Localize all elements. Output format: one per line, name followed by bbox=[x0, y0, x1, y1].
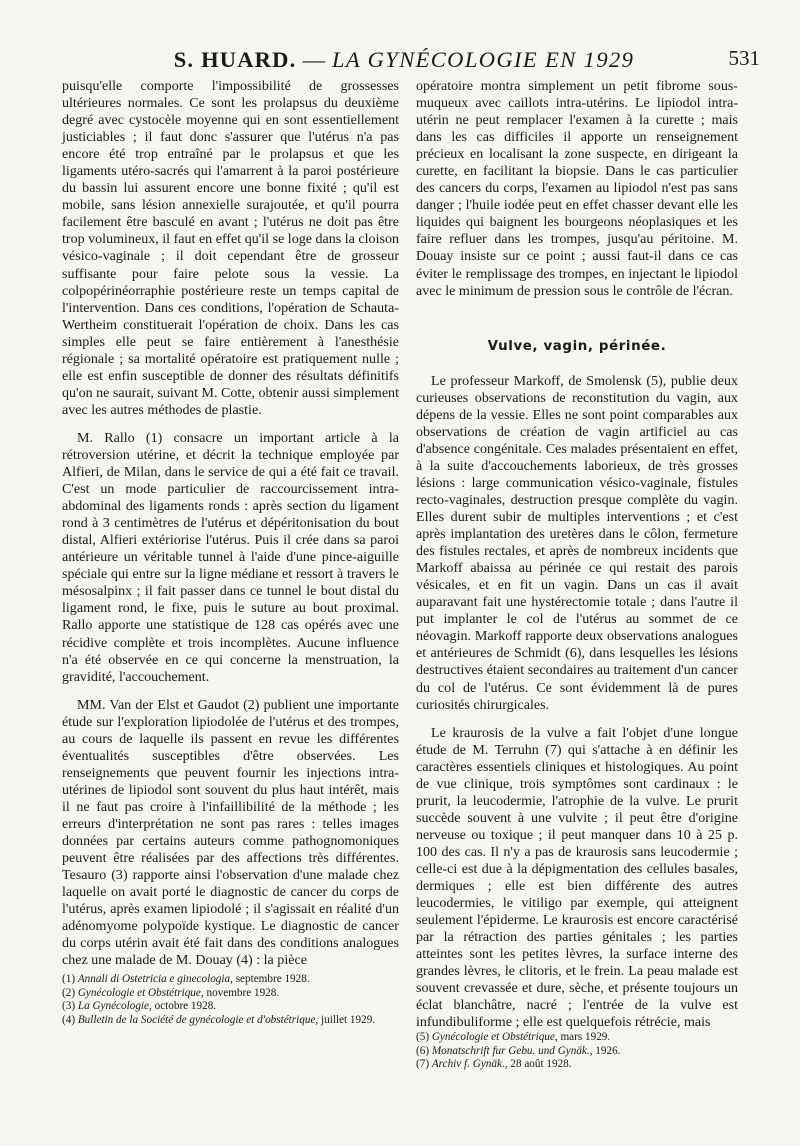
footnote: (7) Archiv f. Gynäk., 28 août 1928. bbox=[416, 1058, 572, 1071]
footnote: (4) Bulletin de la Société de gynécologie et d'obstétrique, juillet 1929. bbox=[62, 1013, 376, 1026]
page-number: 531 bbox=[728, 46, 760, 70]
header-title bbox=[174, 47, 635, 73]
left-footnotes bbox=[62, 973, 399, 1027]
left-column bbox=[62, 78, 399, 1027]
footnote: (2) Gynécologie et Obstétrique, novembre 1928. bbox=[62, 986, 280, 999]
right-paragraph-1: opératoire montra simplement un petit fibrome sous-muqueux avec caillots intra-utérins. Le lipiodol intra-utérin ne peut remplacer l'examen à la curette ; mais dans les cas difficiles il apporte un renseignement précieux en localisant la zone suspecte, en dirigeant la curette, en facilitant la biopsie. Dans le cas particulier des cancers du corps, l'examen au lipiodol n'est pas sans danger ; l'huile iodée peut en effet chasser devant elle les liquides qui baignent les bourgeons néoplasiques et les faire refluer dans les trompes, jusqu'au péritoine. M. Douay insiste sur ce point ; aussi faut-il dans ce cas éviter le remplissage des trompes, en injectant le lipiodol avec le minimum de pression sous le contrôle de l'écran. bbox=[416, 78, 738, 299]
running-header bbox=[48, 44, 760, 76]
right-footnotes bbox=[416, 1031, 738, 1072]
footnote: (1) Annali di Ostetricia e ginecologia, septembre 1928. bbox=[62, 973, 310, 986]
right-paragraph-2: Le professeur Markoff, de Smolensk (5), publie deux curieuses observations de reconstitution du vagin, aux dépens de la vessie. Elles ne sont point comparables aux observations de création de vagin artificiel au cas d'absence congénitale. Ces malades présentaient en effet, à la suite d'accouchements laborieux, de très grosses lésions : large communication vésico-vaginale, fistules recto-vaginales, destruction presque complète du vagin. Elles durent subir de multiples interventions ; et c'est après implantation des uretères dans le côlon, fermeture des fistules rectales, et après de nombreux incidents que Markoff abaissa au périnée ce qui restait des parois vésicales, et en fit un vagin. Dans un cas il avait auparavant fait une hystérectomie totale ; dans l'autre il put implanter le col de l'utérus au sommet de ce néovagin. Markoff rapporte deux observations analogues et antérieures de Schmidt (6), dans lesquelles les lésions destructives étaient secondaires au traitement d'un cancer du col de l'utérus. Ce sont évidemment là de pures curiosités chirurgicales. bbox=[416, 372, 738, 713]
header-author: S. HUARD. bbox=[173, 47, 297, 72]
left-paragraph-3: MM. Van der Elst et Gaudot (2) publient une importante étude sur l'exploration lipiodolée de l'utérus et des trompes, au cours de laquelle ils passent en revue les différentes éventualités susceptibles d'être observées. Les renseignements que peuvent fournir les injections intra-utérines de lipiodol sont souvent du plus haut intérêt, mais il ne faut pas croire à l'infaillibilité de la méthode ; les erreurs d'interprétation ne sont pas rares : telles images données par certains auteurs comme pathognomoniques peuvent être réalisées par des affections très différentes. Tesauro (3) rapporte ainsi l'observation d'une malade chez laquelle on avait porté le diagnostic de cancer du corps de l'utérus, après examen lipiodolé ; il s'agissait en réalité d'un adénomyome polypoïde kystique. Le diagnostic de cancer du corps utérin avait été fait dans des conditions analogues chez une malade de M. Douay (4) : la pièce bbox=[62, 696, 399, 969]
right-paragraph-3: Le kraurosis de la vulve a fait l'objet d'une longue étude de M. Terruhn (7) qui s'attache à en définir les caractères essentiels cliniques et histologiques. Au point de vue clinique, trois symptômes sont cardinaux : le prurit, la leucodermie, l'atrophie de la vulve. Le prurit succède souvent à une vulvite ; il peut être d'origine nerveuse ou toxique ; il peut manquer dans 10 à 25 p. 100 des cas. Il n'y a pas de kraurosis sans leucodermie ; celle-ci est due à la dépigmentation des cellules basales, dermiques ; elle est bien différente des autres leucodermies, le vitiligo par exemple, qui atteignent seulement l'épiderme. Le kraurosis est encore caractérisé par la rétraction des parties génitales ; les parties atteintes sont les petites lèvres, la surface interne des grandes lèvres, le clitoris, et le frein. La peau malade est souvent crevassée et dure, sèche, et présente toujours un éclat blanchâtre, nacré ; l'entrée de la vulve est infundibuliforme ; elle est quelquefois rétrécie, mais bbox=[416, 724, 738, 1031]
section-heading: Vulve, vagin, périnée. bbox=[487, 338, 667, 354]
header-journal: LA GYNÉCOLOGIE EN 1929 bbox=[331, 47, 635, 72]
left-paragraph-2: M. Rallo (1) consacre un important article à la rétroversion utérine, et décrit la technique employée par Alfieri, de Milan, dans le service de qui a été fait ce travail. C'est un mode particulier de raccourcissement intra-abdominal des ligaments ronds : après section du ligament rond à 3 centimètres de l'utérus et dépéritonisation du bout distal, Alfieri extériorise l'utérus. Puis il crée dans sa paroi antérieure un véritable tunnel à l'aide d'une pince-aiguille spéciale qui entre sur la ligne médiane et ressort à travers le mésosalpinx ; il fait passer dans ce tunnel le bout distal du ligament rond, le fixe, puis le suture au bout proximal. Rallo apporte une statistique de 128 cas opérés avec une récidive complète et trois incomplètes. Aucune influence n'a été observée en ce qui concerne la menstruation, la gravidité, l'accouchement. bbox=[62, 429, 399, 685]
footnote: (3) La Gynécologie, octobre 1928. bbox=[62, 1000, 217, 1013]
footnote: (6) Monatschrift fur Gebu. und Gynäk., 1926. bbox=[416, 1044, 621, 1057]
left-paragraph-1: puisqu'elle comporte l'impossibilité de grossesses ultérieures normales. Ce sont les prolapsus du deuxième degré avec cystocèle moyenne qui en sont essentiellement justiciables ; il faut donc s'assurer que l'utérus n'a pas encore été trop entraîné par le prolapsus et que les ligaments utéro-sacrés qui l'amarrent à la paroi postérieure du bassin lui assurent encore une bonne fixité ; qu'il est mobile, sans lésion annexielle surajoutée, et qu'il pourra facilement être basculé en avant ; l'utérus ne doit pas être trop volumineux, il faut en effet qu'il se loge dans la cloison vésico-vaginale ; il doit cependant être de grosseur suffisante pour faire pelote sous la vessie. La colpopérinéorraphie postérieure reste un temps capital de l'intervention. Dans ces conditions, l'opération de Schauta-Wertheim constituerait l'opération de choix. Dans les cas simples elle peut se faire entièrement à l'anesthésie régionale ; sa mortalité opératoire est pratiquement nulle ; elle est enfin susceptible de donner des résultats définitifs qu'on ne saurait, suivant M. Cotte, obtenir aussi simplement avec les autres méthodes de plastie. bbox=[62, 78, 399, 418]
right-column bbox=[416, 78, 738, 1072]
footnote: (5) Gynécologie et Obstétrique, mars 1929. bbox=[416, 1031, 611, 1044]
header-separator: — bbox=[302, 47, 326, 72]
